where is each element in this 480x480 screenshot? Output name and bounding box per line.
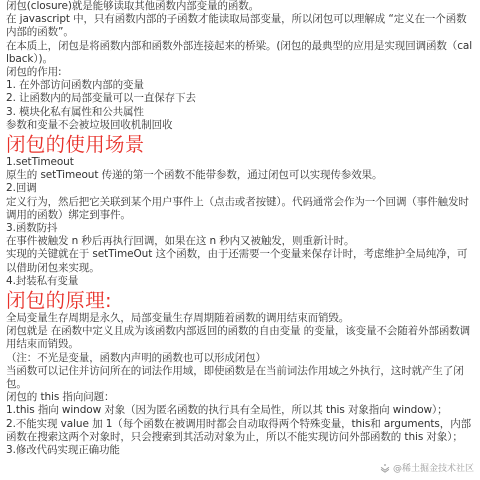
intro-line: 闭包的作用: <box>6 66 62 79</box>
section-line: 3.函数防抖 <box>6 222 58 235</box>
section-line: 2.回调 <box>6 182 37 195</box>
intro-line: 在 javascript 中，只有函数内部的子函数才能读取局部变量，所以闭包可以理解成 “定义在一个函数内部的函数”。 <box>6 13 467 39</box>
usage-scenarios-section <box>6 133 474 288</box>
section-line: 实现的关键就在于 setTimeOut 这个函数，由于还需要一个变量来保存计时，考虑维护全局纯净，可以借助闭包来实现。 <box>6 248 468 274</box>
section-line: 定义行为，然后把它关联到某个用户事件上（点击或者按键）。代码通常会作为一个回调（事件触发时调用的函数）绑定到事件。 <box>6 195 469 221</box>
section-heading: 闭包的原理: <box>6 289 112 313</box>
section-line: 在事件被触发 n 秒后再执行回调，如果在这 n 秒内又被触发，则重新计时。 <box>6 235 355 248</box>
intro-line: 2. 让函数内的局部变量可以一直保存下去 <box>6 92 196 105</box>
intro-line: 闭包(closure)就是能够读取其他函数内部变量的函数。 <box>6 0 260 12</box>
section-line: 闭包就是 在函数中定义且成为该函数内部返回的函数的自由变量 的变量，该变量不会随着外部函数调用结束而销毁。 <box>6 325 471 351</box>
section-line: 闭包的 this 指向问题： <box>6 391 115 404</box>
section-line: 当函数可以记住并访问所在的词法作用域，即使函数是在当前词法作用域之外执行，这时就产生了闭包。 <box>6 364 464 391</box>
section-line: 1.this 指向 window 对象（因为匿名函数的执行具有全局性，所以其 this 对象指向 window）； <box>6 404 448 417</box>
intro-line: 参数和变量不会被垃圾回收机制回收 <box>6 118 173 131</box>
section-line: 全局变量生存周期是永久，局部变量生存周期随着函数的调用结束而销毁。 <box>6 312 350 325</box>
section-line: 原生的 setTimeout 传递的第一个函数不能带参数，通过闭包可以实现传参效果。 <box>6 169 383 182</box>
intro-section <box>6 0 474 132</box>
intro-line: 1. 在外部访问函数内部的变量 <box>6 79 144 92</box>
section-line: 2.不能实现 value 加 1（每个函数在被调用时都会自动取得两个特殊变量，this和 arguments，内部函数在搜索这两个对象时，只会搜索到其活动对象为止，所以不能实现访问外部函数的 this 对象）； <box>6 417 472 443</box>
watermark <box>380 461 474 474</box>
section-line: 4.封装私有变量 <box>6 274 79 287</box>
section-line: 1.setTimeout <box>6 156 74 169</box>
section-line: （注：不光是变量，函数内声明的函数也可以形成闭包） <box>6 351 266 364</box>
principle-section <box>6 289 474 457</box>
intro-line: 在本质上，闭包是将函数内部和函数外部连接起来的桥梁。(闭包的最典型的应用是实现回调函数（callback）)。 <box>6 39 473 65</box>
intro-line: 3. 模块化私有属性和公共属性 <box>6 105 144 118</box>
section-line: 3.修改代码实现正确功能 <box>6 444 120 457</box>
section-heading: 闭包的使用场景 <box>6 133 145 157</box>
watermark-text: @稀土掘金技术社区 <box>392 464 474 474</box>
juejin-logo-icon <box>380 463 390 473</box>
